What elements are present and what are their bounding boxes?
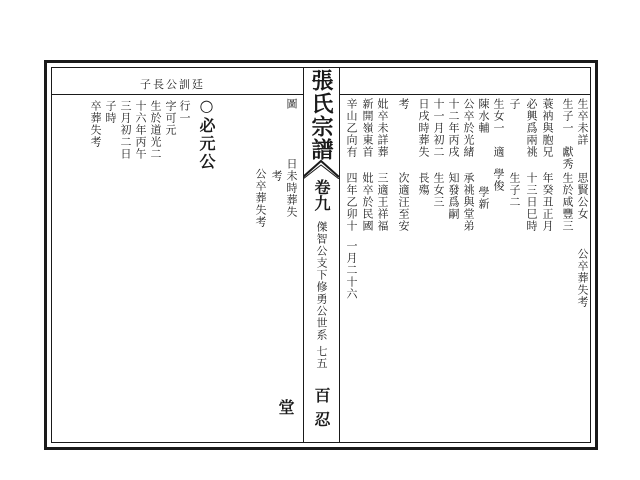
lower-col-1: 思賢公女 [576,172,589,220]
right-col-1: 生卒未詳 [576,98,589,146]
bio-line-2: 字可元 [164,100,177,136]
lower-col-13: 三適王祥福 [376,172,389,232]
bio-line-1: 行一 [178,100,191,124]
right-col-5: 子 [508,98,521,110]
left-header-line [51,94,303,95]
right-col-8: 公卒於光緒 [462,98,475,158]
lower-col-4: 十三日巳時 [525,172,538,232]
bio-line-3: 生於道光二 [149,100,162,160]
right-col-6: 生女一 適 [492,98,505,158]
lower-col-12: 次適汪至安 [397,172,410,232]
left-header: 子長公訓廷 [140,78,205,91]
right-col-13: 妣卒未詳葬 [376,98,389,158]
lower-col-15: 四年乙卯十 [345,172,358,232]
lower-col-10: 生女三 [432,172,445,208]
bio-line-5: 三月初二日 [119,100,132,160]
lower-col-5: 生子二 [508,172,521,208]
lower-col-2: 生於咸豐三 [561,172,574,232]
right-col-9: 十二年丙戌 [447,98,460,158]
lower-col-8: 承祧與堂弟 [462,172,475,232]
lower-col-11: 長殤 [417,172,430,196]
right-header-line [339,94,591,95]
right-col-14: 新開嶺東首 [361,98,374,158]
right-extra: 公卒葬失考 [576,248,589,308]
lower-col-6: 學俊 [492,168,505,192]
left-col-b: 考 [270,170,283,182]
person-name: ○必元公 [197,96,216,171]
right-col-2: 生子一 獻秀 [561,98,574,170]
right-col-11: 日戌時葬失 [417,98,430,158]
right-col-15: 辛山乙向有 [345,98,358,158]
lower-col-16: 一月二十六 [345,240,358,300]
right-col-7: 陳水輔 [477,98,490,134]
left-col-a: 公卒葬失考 [254,168,267,228]
spine-subtitle: 傑智公支下修勇公世系 七五 [315,221,328,370]
bio-line-4: 十六年丙午 [134,100,147,160]
right-col-12: 考 [397,98,410,110]
left-col-c: 日未時葬失 [285,158,298,218]
right-col-3: 蓑衲與胞兄 [541,98,554,158]
right-col-10: 十一月初二 [432,98,445,158]
hall-name: 百忍堂 [276,387,331,435]
lower-col-3: 年癸丑正月 [541,172,554,232]
bio-line-6: 子時 [104,100,117,124]
lower-col-9: 知發爲嗣 [447,172,460,220]
spine-fishtail [303,159,339,179]
spine-right-line [339,67,340,443]
right-col-4: 必興爲兩祧 [525,98,538,158]
lower-col-7: 學新 [477,186,490,210]
bio-line-7: 卒葬失考 [89,100,102,148]
book-title: 張氏宗譜 [308,69,334,161]
volume-label: 卷九 [312,179,331,211]
lower-col-14: 妣卒於民國 [361,172,374,232]
tu-label: 圖 [285,98,298,110]
